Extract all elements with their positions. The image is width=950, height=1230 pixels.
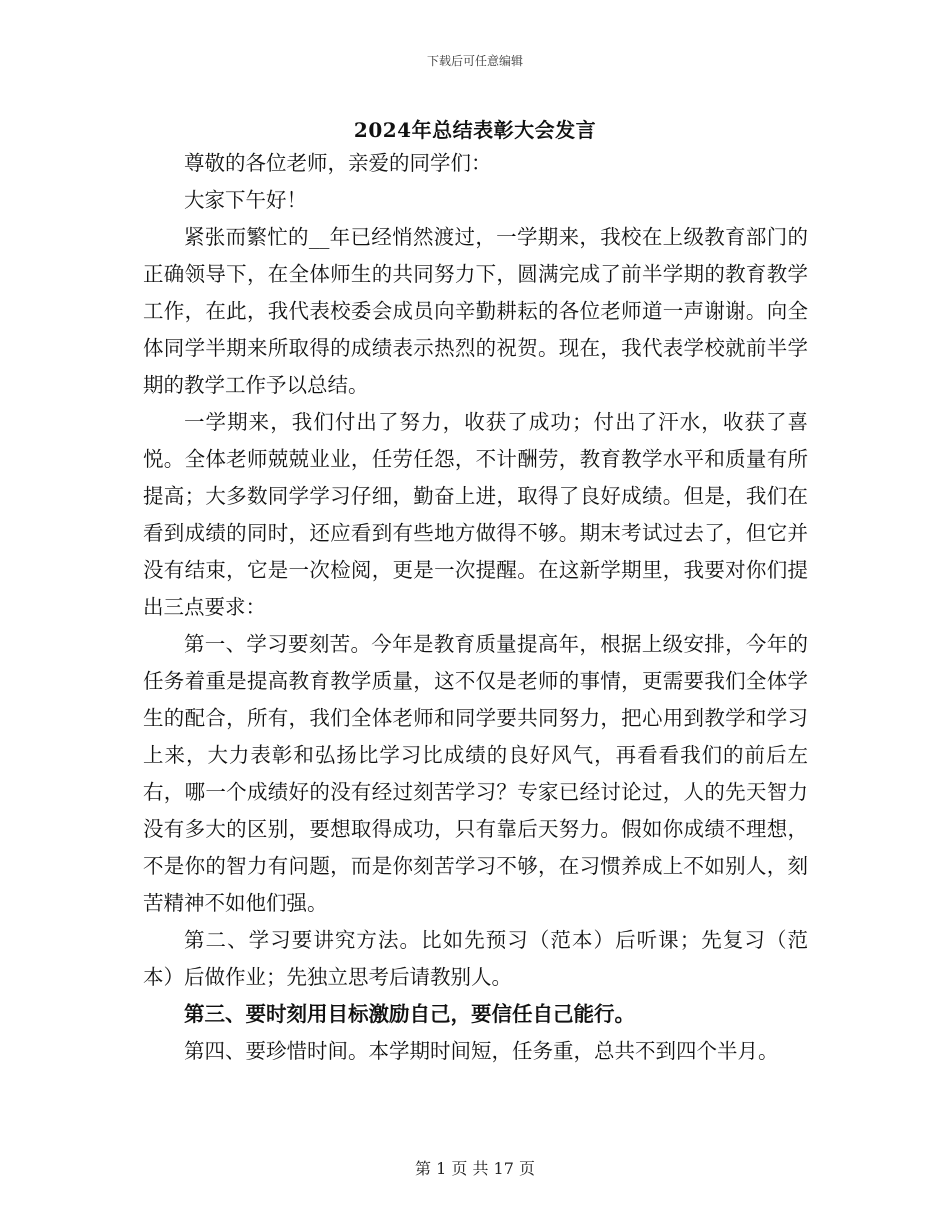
paragraph-review: 一学期来，我们付出了努力，收获了成功；付出了汗水，收获了喜悦。全体老师兢兢业业，任劳任怨，不计酬劳，教育教学水平和质量有所提高；大多数同学学习仔细，勤奋上进，取得了良好成绩。但是，我们在看到成绩的同时，还应看到有些地方做得不够。期末考试过去了，但它并没有结束，它是一次检阅，更是一次提醒。在这新学期里，我要对你们提出三点要求： — [143, 410, 808, 619]
paragraph-greeting: 大家下午好！ — [184, 188, 307, 212]
header-note: 下载后可任意编辑 — [426, 54, 523, 68]
paragraph-salutation: 尊敬的各位老师，亲爱的同学们： — [184, 151, 492, 175]
document-body — [143, 145, 808, 1070]
paragraph-requirement-2: 第二、学习要讲究方法。比如先预习（范本）后听课；先复习（范本）后做作业；先独立思考后请教别人。 — [143, 928, 808, 989]
document-title: 2024年总结表彰大会发言 — [353, 118, 597, 142]
page-number-footer: 第 1 页 共 17 页 — [415, 1159, 535, 1178]
paragraph-intro: 紧张而繁忙的__年已经悄然渡过，一学期来，我校在上级教育部门的正确领导下，在全体师生的共同努力下，圆满完成了前半学期的教育教学工作，在此，我代表校委会成员向辛勤耕耘的各位老师道一声谢谢。向全体同学半期来所取得的成绩表示热烈的祝贺。现在，我代表学校就前半学期的教学工作予以总结。 — [143, 225, 808, 397]
paragraph-requirement-3: 第三、要时刻用目标激励自己，要信任自己能行。 — [184, 1002, 635, 1026]
paragraph-requirement-1: 第一、学习要刻苦。今年是教育质量提高年，根据上级安排，今年的任务着重是提高教育教学质量，这不仅是老师的事情，更需要我们全体学生的配合，所有，我们全体老师和同学要共同努力，把心用到教学和学习上来，大力表彰和弘扬比学习比成绩的良好风气，再看看我们的前后左右，哪一个成绩好的没有经过刻苦学习？专家已经讨论过，人的先天智力没有多大的区别，要想取得成功，只有靠后天努力。假如你成绩不理想，不是你的智力有问题，而是你刻苦学习不够，在习惯养成上不如别人，刻苦精神不如他们强。 — [143, 632, 808, 915]
paragraph-requirement-4: 第四、要珍惜时间。本学期时间短，任务重，总共不到四个半月。 — [184, 1039, 779, 1063]
